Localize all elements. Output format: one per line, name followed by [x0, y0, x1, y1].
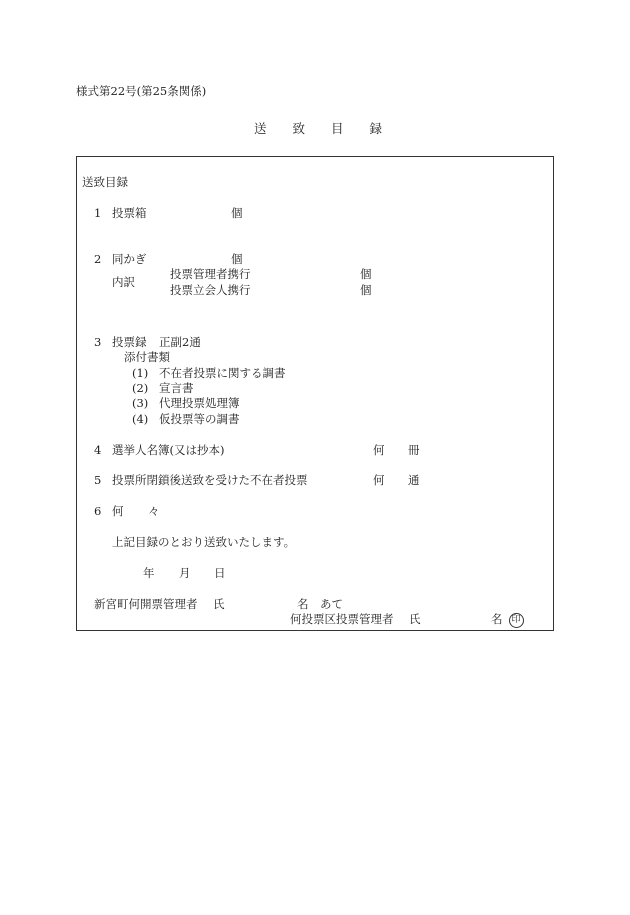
- sender-shi: 氏: [409, 612, 421, 626]
- seal-mark: 印: [509, 613, 524, 628]
- title-char: 録: [369, 121, 383, 136]
- attachment-number: (3): [132, 396, 149, 410]
- date-month: 月: [179, 566, 191, 580]
- item5-qty: 何: [373, 473, 385, 487]
- item2-sub1-label: 投票管理者携行: [170, 267, 251, 281]
- date-day: 日: [214, 566, 226, 580]
- item4-unit: 冊: [408, 443, 420, 457]
- item4-number: 4: [94, 443, 102, 457]
- title-char: 目: [331, 121, 344, 136]
- item5-label: 投票所閉鎖後送致を受けた不在者投票: [112, 473, 308, 487]
- addressee-mei: 名: [297, 597, 309, 611]
- item6-mark: 々: [148, 504, 160, 518]
- attachment-label: 代理投票処理簿: [159, 396, 240, 410]
- item3-number: 3: [94, 335, 102, 349]
- attachment-number: (2): [132, 381, 149, 395]
- item1-label: 投票箱: [112, 206, 147, 220]
- item2-unit: 個: [231, 252, 243, 266]
- attachment-number: (1): [132, 366, 149, 380]
- statement: 上記目録のとおり送致いたします。: [112, 535, 296, 549]
- item6-label: 何: [112, 504, 124, 518]
- addressee-label: 新宮町何開票管理者: [94, 597, 198, 611]
- sender-signature: [491, 612, 524, 628]
- title-char: 致: [292, 121, 306, 136]
- item2-sub1-unit: 個: [360, 267, 372, 281]
- item5-number: 5: [94, 473, 102, 487]
- item3-label: 投票録: [112, 335, 147, 349]
- item3-attachments-label: 添付書類: [124, 350, 170, 364]
- box-heading: 送致目録: [82, 175, 128, 189]
- addressee-shi: 氏: [213, 597, 225, 611]
- item3-copies: 正副2通: [159, 335, 201, 349]
- item6-number: 6: [94, 504, 102, 518]
- item1-unit: 個: [231, 206, 243, 220]
- item2-number: 2: [94, 252, 102, 266]
- title-char: 送: [254, 121, 267, 136]
- item2-breakdown-label: 内訳: [112, 275, 135, 289]
- attachment-label: 仮投票等の調書: [159, 412, 240, 426]
- item2-label: 同かぎ: [112, 252, 147, 266]
- date-year: 年: [143, 566, 155, 580]
- item2-sub2-label: 投票立会人携行: [170, 283, 251, 297]
- attachment-number: (4): [132, 412, 149, 426]
- form-number: 様式第22号(第25条関係): [76, 84, 207, 98]
- sender-label: 何投票区投票管理者: [290, 612, 394, 626]
- item4-qty: 何: [373, 443, 385, 457]
- item2-sub2-unit: 個: [360, 283, 372, 297]
- item1-number: 1: [94, 206, 102, 220]
- attachment-label: 宣言書: [159, 381, 194, 395]
- sender-mei: 名: [491, 612, 503, 626]
- attachment-label: 不在者投票に関する調書: [159, 366, 286, 380]
- addressee-ate: あて: [320, 597, 343, 611]
- item4-label: 選挙人名簿(又は抄本): [112, 443, 225, 457]
- item5-unit: 通: [408, 473, 420, 487]
- document-title: [254, 122, 382, 136]
